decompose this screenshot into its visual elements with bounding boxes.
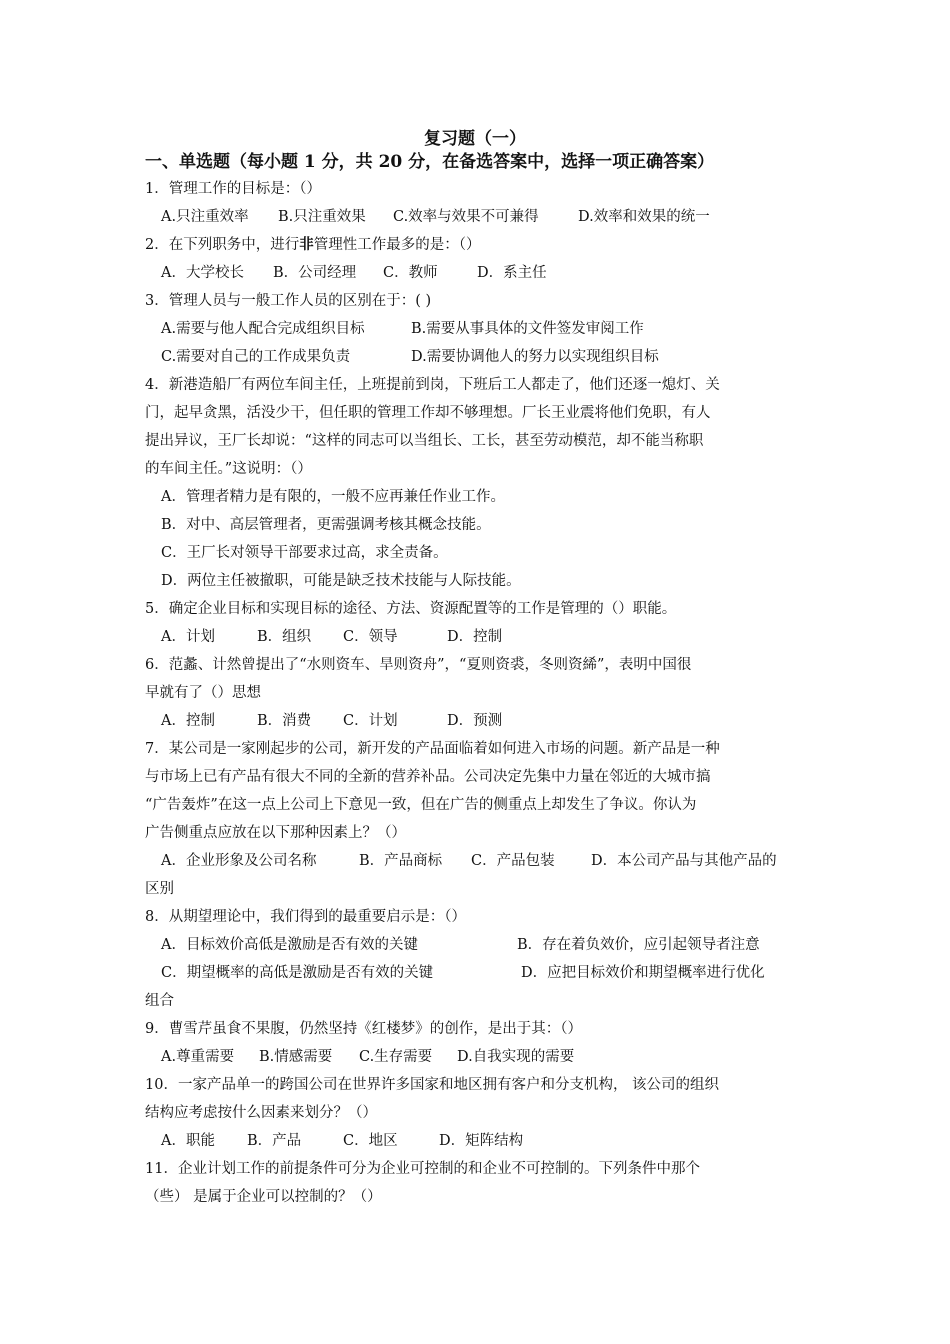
option-d: D．应把目标效价和期望概率进行优化 (521, 965, 765, 981)
section-heading: 一、单选题（每小题 1 分，共 20 分，在备选答案中，选择一项正确答案） (145, 152, 715, 172)
option-d: D.效率和效果的统一 (578, 209, 710, 225)
option-a: A.只注重效率 (161, 209, 249, 225)
question-1-options (145, 203, 813, 231)
question-7-options (145, 847, 813, 875)
option-d: D．控制 (447, 629, 503, 645)
question-4-line-4: 的车间主任。”这说明：（） (145, 461, 312, 477)
option-c: C.需要对自己的工作成果负责 (161, 349, 351, 365)
option-d: D．系主任 (477, 265, 547, 281)
question-10-line-2: 结构应考虑按什么因素来划分？（） (145, 1105, 377, 1121)
option-a: A．计划 (161, 629, 215, 645)
option-d: D.自我实现的需要 (457, 1049, 575, 1065)
option-a: A．大学校长 (161, 265, 244, 281)
option-a: A．企业形象及公司名称 (161, 853, 317, 869)
question-list (145, 175, 813, 1211)
option-a: A.尊重需要 (161, 1049, 235, 1065)
option-c: C．产品包装 (471, 853, 555, 869)
option-b: B．组织 (257, 629, 312, 645)
question-7-line-3: “广告轰炸”在这一点上公司上下意见一致，但在广告的侧重点上却发生了争议。你认为 (145, 797, 697, 813)
question-7-options-wrap: 区别 (145, 881, 174, 897)
question-3: 3．管理人员与一般工作人员的区别在于：( ) (145, 293, 432, 309)
question-8-options-row1 (145, 931, 813, 959)
question-2-options (145, 259, 813, 287)
option-a: A．管理者精力是有限的，一般不应再兼任作业工作。 (161, 489, 505, 505)
option-c: C.效率与效果不可兼得 (393, 209, 539, 225)
option-b: B.需要从事具体的文件签发审阅工作 (411, 321, 644, 337)
option-b: B．公司经理 (273, 265, 357, 281)
question-8-options-row2 (145, 959, 813, 987)
question-6-options (145, 707, 813, 735)
option-c: C．期望概率的高低是激励是否有效的关键 (161, 965, 434, 981)
option-c: C.生存需要 (359, 1049, 433, 1065)
option-b: B．对中、高层管理者，更需强调考核其概念技能。 (161, 517, 491, 533)
option-d: D．矩阵结构 (439, 1133, 524, 1149)
emphasis-text: 非 (299, 236, 314, 253)
option-c: C．教师 (383, 265, 438, 281)
question-11-line-2: （些） 是属于企业可以控制的？（） (145, 1189, 382, 1205)
question-1: 1．管理工作的目标是：（） (145, 181, 321, 197)
question-10-options (145, 1127, 813, 1155)
question-11-line-1: 11．企业计划工作的前提条件可分为企业可控制的和企业不可控制的。下列条件中那个 (145, 1161, 700, 1177)
option-d: D.需要协调他人的努力以实现组织目标 (411, 349, 659, 365)
question-4-line-3: 提出异议，王厂长却说：“这样的同志可以当组长、工长，甚至劳动模范，却不能当称职 (145, 433, 704, 449)
question-6-line-2: 早就有了（）思想 (145, 685, 261, 701)
option-c: C．地区 (343, 1133, 398, 1149)
question-7-line-4: 广告侧重点应放在以下那种因素上？（） (145, 825, 406, 841)
question-3-options-row2 (145, 343, 813, 371)
question-5-options (145, 623, 813, 651)
question-3-options-row1 (145, 315, 813, 343)
option-d: D．预测 (447, 713, 503, 729)
option-b: B．存在着负效价，应引起领导者注意 (517, 937, 760, 953)
option-d: D．两位主任被撤职，可能是缺乏技术技能与人际技能。 (161, 573, 521, 589)
question-6-line-1: 6．范蠡、计然曾提出了“水则资车、旱则资舟”，“夏则资裘，冬则资絺”，表明中国很 (145, 657, 692, 673)
question-9-options (145, 1043, 813, 1071)
question-2: 2．在下列职务中，进行非管理性工作最多的是：（） (145, 236, 481, 253)
page-title: 复习题（一） (424, 129, 526, 149)
question-8: 8．从期望理论中，我们得到的最重要启示是：（） (145, 909, 466, 925)
question-5: 5．确定企业目标和实现目标的途径、方法、资源配置等的工作是管理的（）职能。 (145, 601, 677, 617)
option-c: C．王厂长对领导干部要求过高，求全责备。 (161, 545, 448, 561)
question-7-line-2: 与市场上已有产品有很大不同的全新的营养补品。公司决定先集中力量在邻近的大城市搞 (145, 769, 711, 785)
option-b: B．消费 (257, 713, 312, 729)
option-a: A．职能 (161, 1133, 215, 1149)
option-b: B．产品商标 (359, 853, 443, 869)
question-7-line-1: 7．某公司是一家刚起步的公司，新开发的产品面临着如何进入市场的问题。新产品是一种 (145, 741, 720, 757)
option-b: B.情感需要 (259, 1049, 333, 1065)
question-10-line-1: 10．一家产品单一的跨国公司在世界许多国家和地区拥有客户和分支机构， 该公司的组织 (145, 1077, 720, 1093)
option-b: B．产品 (247, 1133, 302, 1149)
question-4-line-1: 4．新港造船厂有两位车间主任，上班提前到岗，下班后工人都走了，他们还逐一熄灯、关 (145, 377, 720, 393)
option-a: A.需要与他人配合完成组织目标 (161, 321, 365, 337)
option-c: C．计划 (343, 713, 398, 729)
question-4-line-2: 门，起早贪黑，活没少干，但任职的管理工作却不够理想。厂长王业震将他们免职，有人 (145, 405, 711, 421)
question-8-options-wrap: 组合 (145, 993, 174, 1009)
option-a: A．控制 (161, 713, 215, 729)
option-c: C．领导 (343, 629, 398, 645)
option-a: A．目标效价高低是激励是否有效的关键 (161, 937, 418, 953)
option-b: B.只注重效果 (278, 209, 366, 225)
question-9: 9．曹雪芹虽食不果腹，仍然坚持《红楼梦》的创作，是出于其：（） (145, 1021, 582, 1037)
option-d: D．本公司产品与其他产品的 (591, 853, 777, 869)
